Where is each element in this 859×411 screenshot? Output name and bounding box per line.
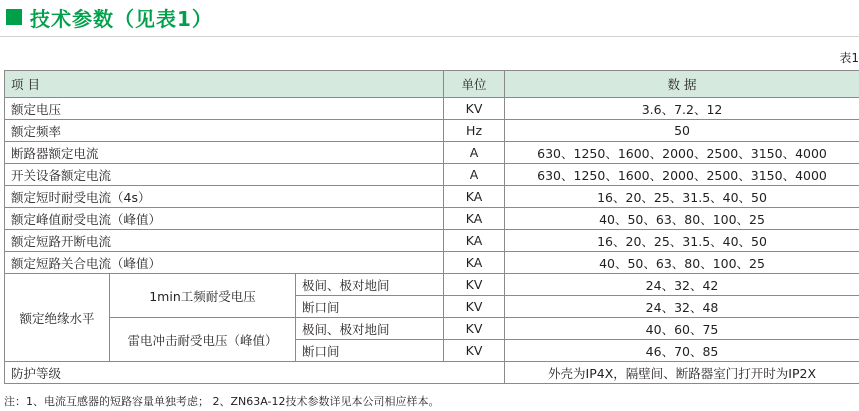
table-row xyxy=(5,252,859,274)
spec-table xyxy=(4,70,859,384)
table-row xyxy=(5,230,859,252)
table-row xyxy=(5,98,859,120)
insulation-sub: 断口间 xyxy=(296,296,444,318)
row-value: 40、50、63、80、100、25 xyxy=(505,208,859,230)
row-value: 50 xyxy=(505,120,859,142)
row-unit: A xyxy=(444,142,505,164)
header-item: 项 目 xyxy=(5,71,444,98)
table-row xyxy=(5,120,859,142)
header-unit: 单位 xyxy=(444,71,505,98)
row-unit: Hz xyxy=(444,120,505,142)
table-row xyxy=(5,318,859,340)
row-name: 额定短路关合电流（峰值） xyxy=(5,252,444,274)
title-divider xyxy=(0,36,859,37)
row-value: 40、50、63、80、100、25 xyxy=(505,252,859,274)
header-data: 数 据 xyxy=(505,71,859,98)
row-name: 额定频率 xyxy=(5,120,444,142)
row-value: 16、20、25、31.5、40、50 xyxy=(505,230,859,252)
row-name: 额定短时耐受电流（4s） xyxy=(5,186,444,208)
row-name: 开关设备额定电流 xyxy=(5,164,444,186)
row-value: 40、60、75 xyxy=(505,318,859,340)
protection-value: 外壳为IP4X，隔壁间、断路器室门打开时为IP2X xyxy=(505,362,859,384)
row-value: 630、1250、1600、2000、2500、3150、4000 xyxy=(505,164,859,186)
insulation-sub: 极间、极对地间 xyxy=(296,274,444,296)
row-name: 额定电压 xyxy=(5,98,444,120)
insulation-group-name: 雷电冲击耐受电压（峰值） xyxy=(110,318,296,362)
row-name: 额定短路开断电流 xyxy=(5,230,444,252)
row-unit: KA xyxy=(444,208,505,230)
table-row xyxy=(5,362,859,384)
row-unit: KA xyxy=(444,186,505,208)
insulation-sub: 极间、极对地间 xyxy=(296,318,444,340)
title-square-icon xyxy=(6,9,22,25)
row-value: 46、70、85 xyxy=(505,340,859,362)
protection-name: 防护等级 xyxy=(5,362,505,384)
row-name: 断路器额定电流 xyxy=(5,142,444,164)
insulation-sub: 断口间 xyxy=(296,340,444,362)
row-name: 额定峰值耐受电流（峰值） xyxy=(5,208,444,230)
row-value: 24、32、42 xyxy=(505,274,859,296)
row-value: 24、32、48 xyxy=(505,296,859,318)
row-unit: KV xyxy=(444,318,505,340)
table-header-row xyxy=(5,71,859,98)
row-value: 3.6、7.2、12 xyxy=(505,98,859,120)
row-value: 16、20、25、31.5、40、50 xyxy=(505,186,859,208)
section-title xyxy=(6,2,213,32)
row-unit: KA xyxy=(444,252,505,274)
table-row xyxy=(5,186,859,208)
table-row xyxy=(5,208,859,230)
insulation-group-name: 1min工频耐受电压 xyxy=(110,274,296,318)
table-row xyxy=(5,142,859,164)
row-unit: KV xyxy=(444,98,505,120)
row-unit: KV xyxy=(444,340,505,362)
row-value: 630、1250、1600、2000、2500、3150、4000 xyxy=(505,142,859,164)
row-unit: KA xyxy=(444,230,505,252)
table-label: 表1 xyxy=(839,51,859,65)
table-row xyxy=(5,164,859,186)
footnotes: 注：1、电流互感器的短路容量单独考虑； 2、ZN63A-12技术参数详见本公司相应样本。 xyxy=(4,395,440,408)
insulation-label: 额定绝缘水平 xyxy=(5,274,110,362)
section-title-text: 技术参数（见表1） xyxy=(30,6,213,31)
table-row xyxy=(5,274,859,296)
row-unit: A xyxy=(444,164,505,186)
row-unit: KV xyxy=(444,296,505,318)
row-unit: KV xyxy=(444,274,505,296)
